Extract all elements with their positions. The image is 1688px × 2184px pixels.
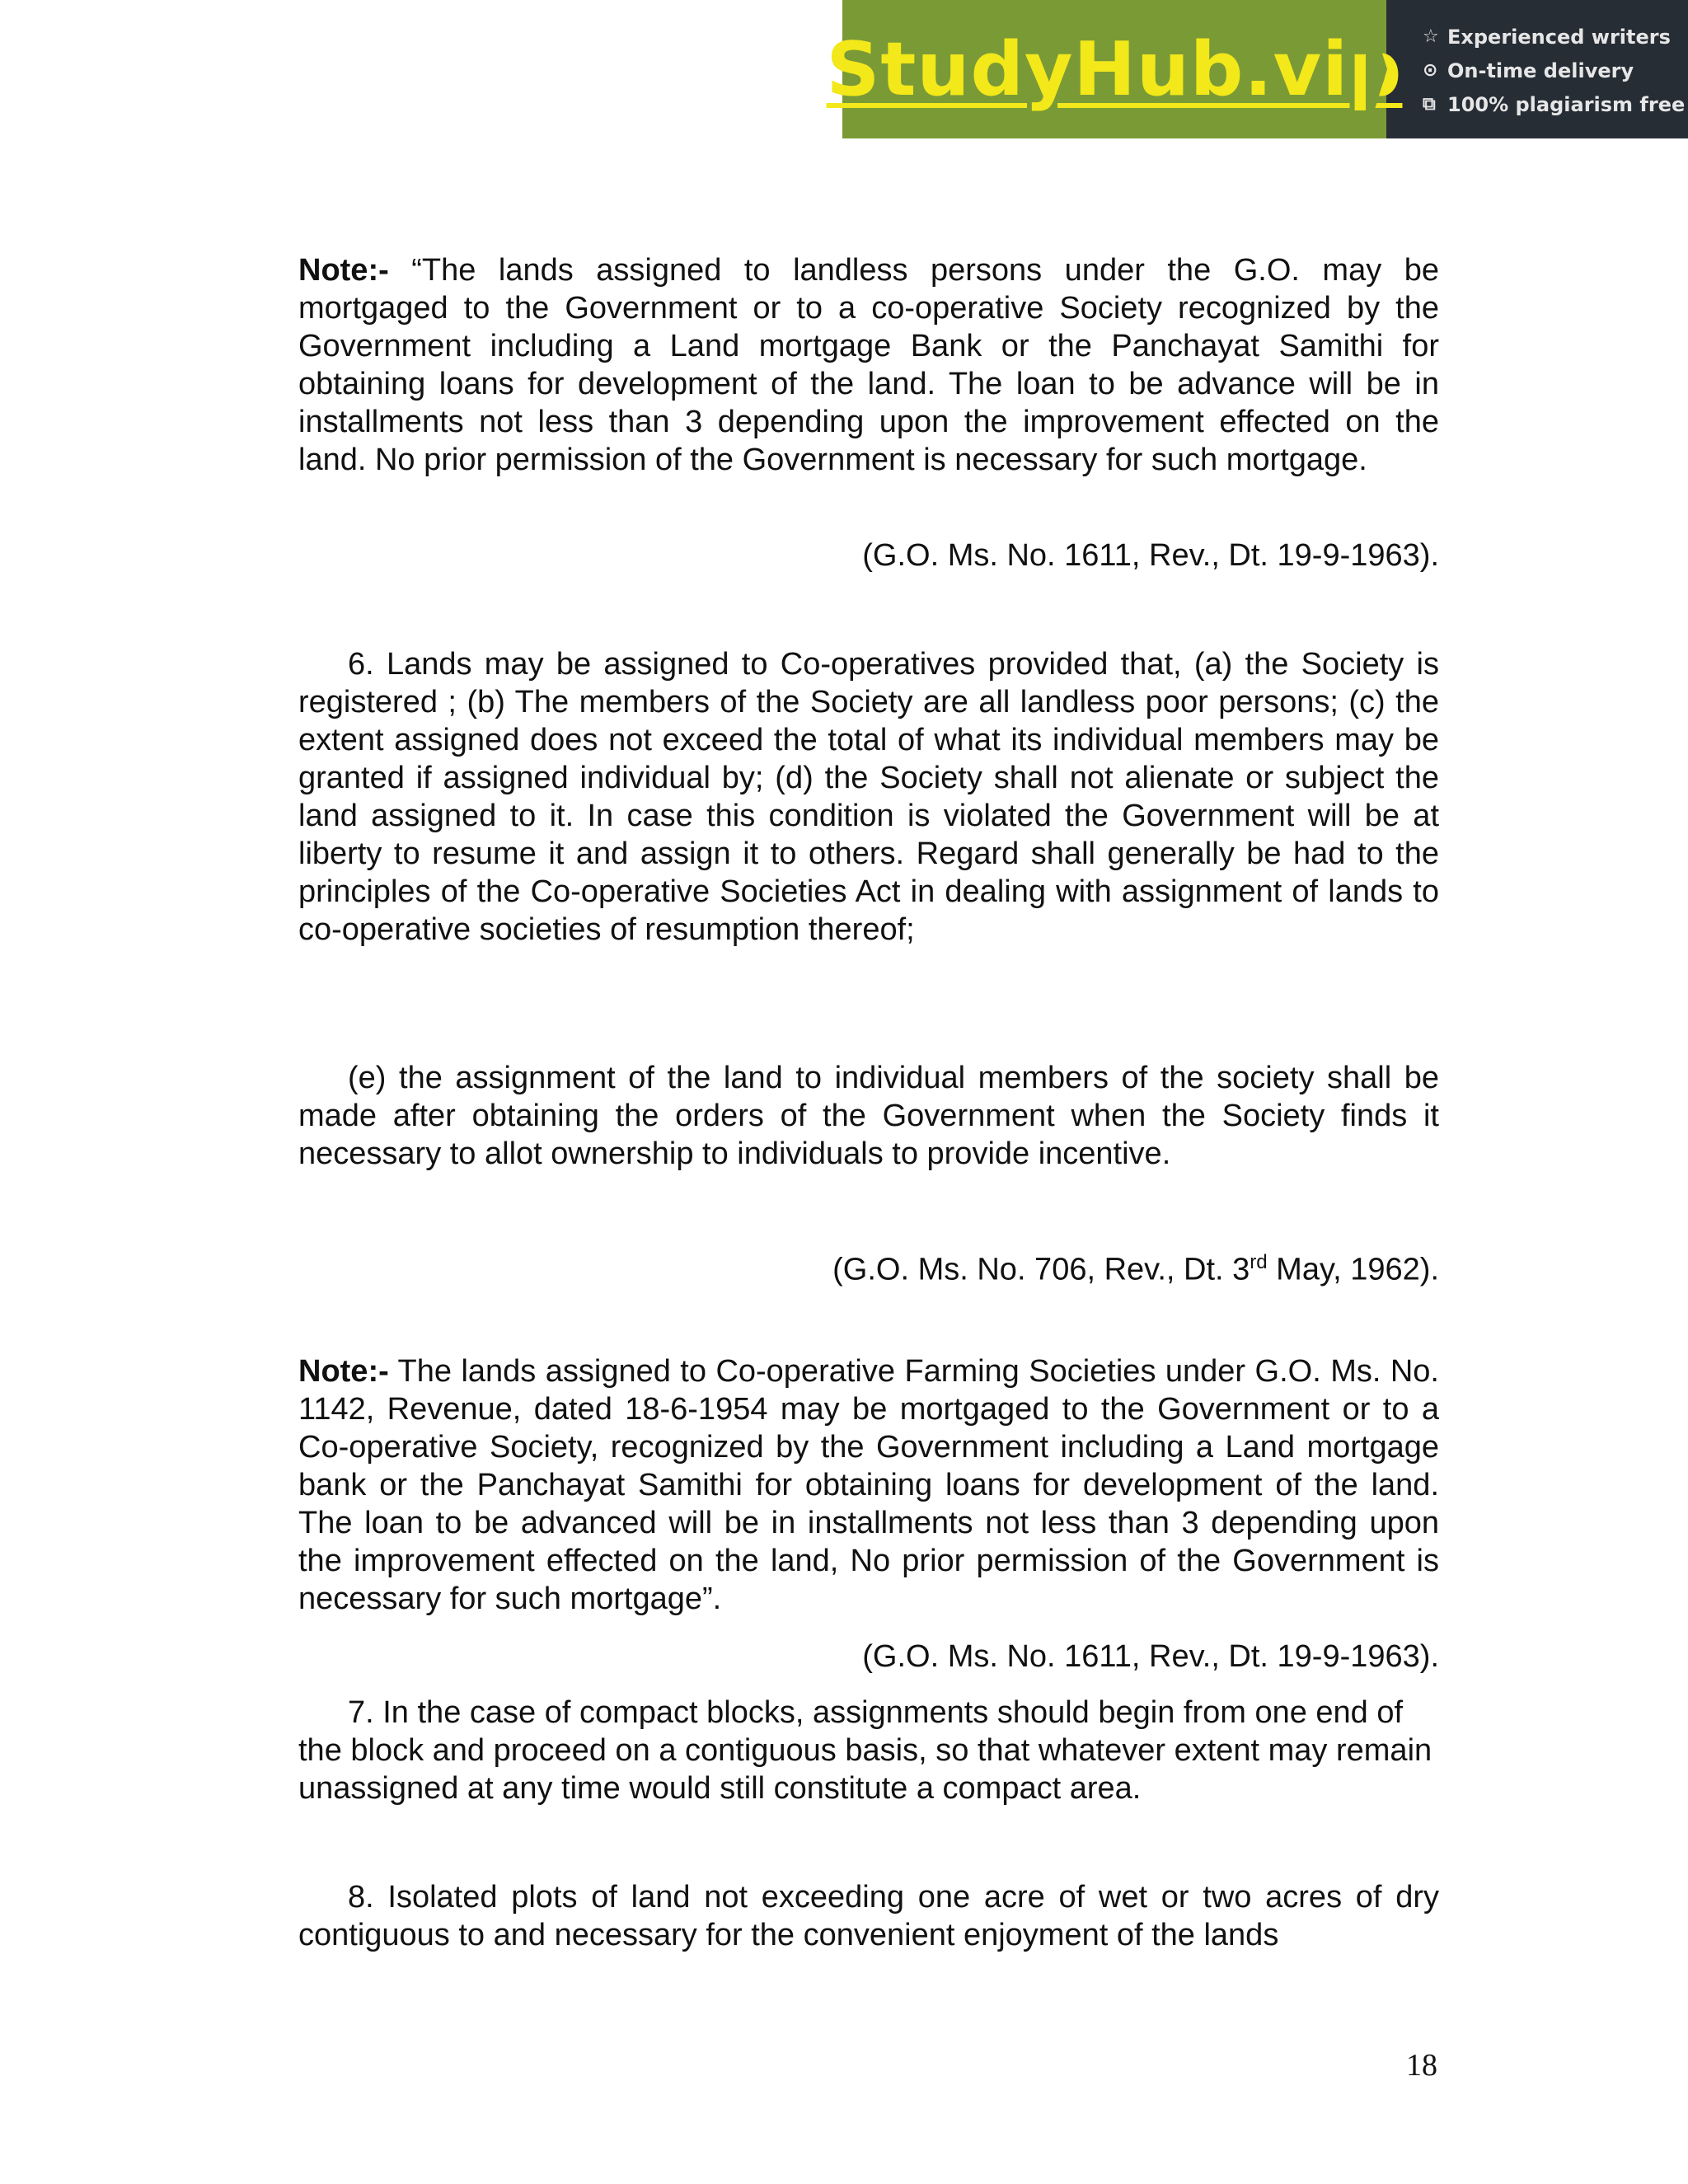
feature-item	[1423, 54, 1688, 87]
paragraph-6: 6. Lands may be assigned to Co-operatives provided that, (a) the Society is registered ; (b) The members of the Society are all landless poor persons; (c) the extent assigned does not exceed the total of what its individual members may be granted if assigned individual by; (d) the Society shall not alienate or subject the land assigned to it. In case this condition is violated the Government will be at liberty to resume it and assign it to others. Regard shall generally be had to the principles of the Co-operative Societies Act in dealing with assignment of lands to co-operative societies of resumption thereof;	[298, 647, 1439, 947]
feature-label: On-time delivery	[1447, 59, 1634, 82]
banner-features	[1386, 0, 1688, 138]
note-text: “The lands assigned to landless persons under the G.O. may be mortgaged to the Government or to a co-operative Society recognized by the Government including a Land mortgage Bank or the Panchayat Samithi for obtaining loans for development of the land. The loan to be advance will be in installments not less than 3 depending upon the improvement effected on the land. No prior permission of the Government is necessary for such mortgage.	[298, 253, 1439, 477]
citation-1: (G.O. Ms. No. 1611, Rev., Dt. 19-9-1963).	[862, 538, 1439, 573]
feature-item	[1423, 87, 1688, 121]
citation-2	[298, 1244, 1439, 1289]
feature-item	[1423, 20, 1688, 54]
copy-icon: ⧉	[1423, 94, 1436, 115]
note-text: The lands assigned to Co-operative Farming Societies under G.O. Ms. No. 1142, Revenue, dated 18-6-1954 may be mortgaged to the Government or to a Co-operative Society, recognized by the Government including a Land mortgage bank or the Panchayat Samithi for obtaining loans for development of the land. The loan to be advanced will be in installments not less than 3 depending upon the improvement effected on the land, No prior permission of the Government is necessary for such mortgage”.	[298, 1354, 1439, 1616]
paragraph-8: 8. Isolated plots of land not exceeding one acre of wet or two acres of dry contiguous to and necessary for the convenient enjoyment of the lands	[298, 1880, 1439, 1952]
feature-label: Experienced writers	[1447, 25, 1671, 49]
banner-chevron	[1366, 0, 1387, 138]
star-icon: ☆	[1423, 26, 1439, 47]
studyhub-logo[interactable]	[826, 0, 1403, 138]
note-label: Note:-	[298, 253, 389, 288]
ad-banner[interactable]	[826, 0, 1688, 138]
citation-3: (G.O. Ms. No. 1611, Rev., Dt. 19-9-1963).	[862, 1639, 1439, 1674]
note-paragraph-2	[298, 1352, 1439, 1618]
logo-text: StudyHub.vip	[826, 26, 1403, 113]
paragraph-7: 7. In the case of compact blocks, assignments should begin from one end of the block and proceed on a contiguous basis, so that whatever extent may remain unassigned at any time would still constitute a compact area.	[298, 1695, 1432, 1806]
paragraph-6e: (e) the assignment of the land to individual members of the society shall be made after obtaining the orders of the Government when the Society finds it necessary to allot ownership to individuals to provide incentive.	[298, 1061, 1439, 1171]
page-number: 18	[1406, 2048, 1437, 2083]
note-label: Note:-	[298, 1354, 389, 1389]
citation-sup: rd	[1250, 1251, 1268, 1273]
clock-icon: ⊙	[1423, 60, 1438, 81]
feature-label: 100% plagiarism free	[1447, 92, 1686, 116]
note-paragraph-1	[298, 251, 1439, 479]
citation-text-end: May, 1962).	[1267, 1252, 1439, 1287]
citation-text: (G.O. Ms. No. 706, Rev., Dt. 3	[832, 1252, 1250, 1287]
